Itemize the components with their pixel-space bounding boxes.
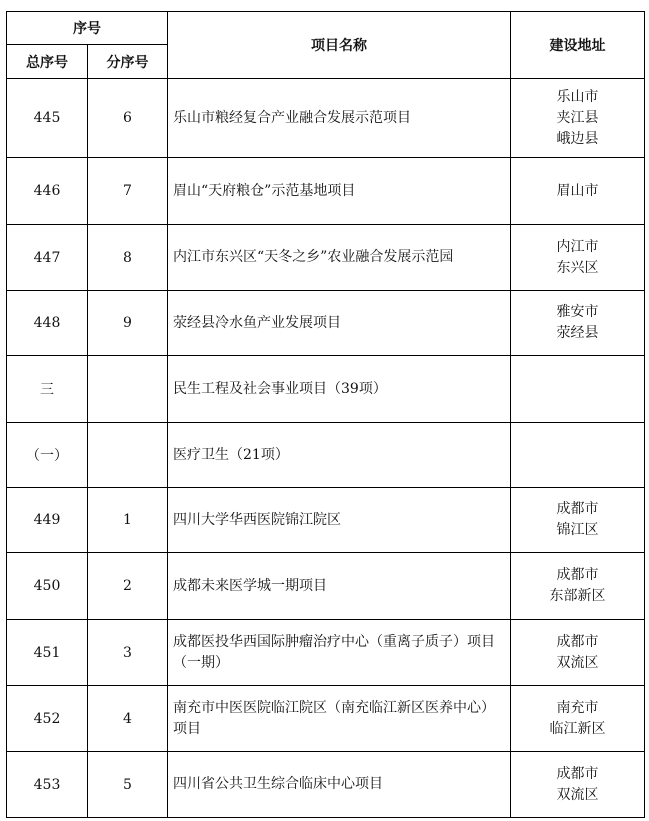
total-no-cell: 447 — [7, 225, 88, 291]
header-serial-group: 序号 — [7, 12, 168, 45]
sub-no-cell: 9 — [88, 291, 168, 356]
table-body — [7, 79, 645, 818]
sub-no-cell: 1 — [88, 488, 168, 553]
project-name-cell: 成都医投华西国际肿瘤治疗中心（重离子质子）项目（一期） — [168, 620, 511, 686]
table-row — [7, 423, 645, 488]
location-cell — [511, 356, 645, 423]
project-name-cell: 荥经县冷水鱼产业发展项目 — [168, 291, 511, 356]
total-no-cell: 445 — [7, 79, 88, 158]
location-line: 成都市 — [556, 765, 599, 782]
location-line: 东部新区 — [549, 588, 606, 604]
table-row — [7, 356, 645, 423]
sub-no-cell: 4 — [88, 686, 168, 752]
location-cell — [511, 553, 645, 620]
location-cell — [511, 686, 645, 752]
project-name-cell: 乐山市粮经复合产业融合发展示范项目 — [168, 79, 511, 158]
table-row — [7, 158, 645, 225]
total-no-cell: 451 — [7, 620, 88, 686]
location-line: 双流区 — [556, 786, 599, 803]
project-name-cell: 四川大学华西医院锦江院区 — [168, 488, 511, 553]
project-table — [6, 11, 645, 818]
project-name-cell: 成都未来医学城一期项目 — [168, 553, 511, 620]
location-line: 成都市 — [556, 501, 599, 517]
project-name-cell: 四川省公共卫生综合临床中心项目 — [168, 752, 511, 818]
sub-no-cell: 3 — [88, 620, 168, 686]
location-line: 乐山市 — [556, 88, 599, 105]
sub-no-cell: 2 — [88, 553, 168, 620]
table-row — [7, 291, 645, 356]
total-no-cell: 452 — [7, 686, 88, 752]
location-line: 双流区 — [556, 654, 599, 671]
location-line: 雅安市 — [556, 304, 599, 320]
total-no-cell: （一） — [7, 423, 88, 488]
location-cell — [511, 620, 645, 686]
table-row — [7, 752, 645, 818]
location-line: 临江新区 — [549, 720, 606, 737]
total-no-cell: 449 — [7, 488, 88, 553]
location-line: 内江市 — [556, 238, 599, 255]
location-cell — [511, 291, 645, 356]
table-row — [7, 553, 645, 620]
table-row — [7, 488, 645, 553]
sub-no-cell — [88, 423, 168, 488]
header-sub-no: 分序号 — [88, 45, 168, 79]
total-no-cell: 450 — [7, 553, 88, 620]
total-no-cell: 446 — [7, 158, 88, 225]
project-name-cell: 南充市中医医院临江院区（南充临江新区医养中心）项目 — [168, 686, 511, 752]
project-name-cell: 眉山“天府粮仓”示范基地项目 — [168, 158, 511, 225]
header-location: 建设地址 — [511, 12, 645, 79]
header-project-name: 项目名称 — [168, 12, 511, 79]
location-line: 眉山市 — [556, 182, 599, 199]
location-line: 峨边县 — [556, 130, 599, 147]
table-row — [7, 79, 645, 158]
table-row — [7, 686, 645, 752]
location-line: 东兴区 — [556, 259, 599, 276]
sub-no-cell: 5 — [88, 752, 168, 818]
location-line: 成都市 — [556, 633, 599, 650]
location-line: 成都市 — [556, 567, 599, 583]
location-cell — [511, 158, 645, 225]
location-line: 南充市 — [556, 699, 599, 716]
total-no-cell: 453 — [7, 752, 88, 818]
location-cell — [511, 752, 645, 818]
location-cell — [511, 79, 645, 158]
location-line: 夹江县 — [556, 109, 599, 126]
location-line: 荥经县 — [556, 325, 599, 341]
total-no-cell: 448 — [7, 291, 88, 356]
project-name-cell: 内江市东兴区“天冬之乡”农业融合发展示范园 — [168, 225, 511, 291]
location-cell — [511, 225, 645, 291]
sub-no-cell: 6 — [88, 79, 168, 158]
sub-no-cell: 8 — [88, 225, 168, 291]
table-row — [7, 225, 645, 291]
table-row — [7, 620, 645, 686]
location-line: 锦江区 — [556, 522, 599, 538]
project-name-cell: 医疗卫生（21项） — [168, 423, 511, 488]
project-name-cell: 民生工程及社会事业项目（39项） — [168, 356, 511, 423]
sub-no-cell — [88, 356, 168, 423]
total-no-cell: 三 — [7, 356, 88, 423]
sub-no-cell: 7 — [88, 158, 168, 225]
location-cell — [511, 423, 645, 488]
location-cell — [511, 488, 645, 553]
header-total-no: 总序号 — [7, 45, 88, 79]
